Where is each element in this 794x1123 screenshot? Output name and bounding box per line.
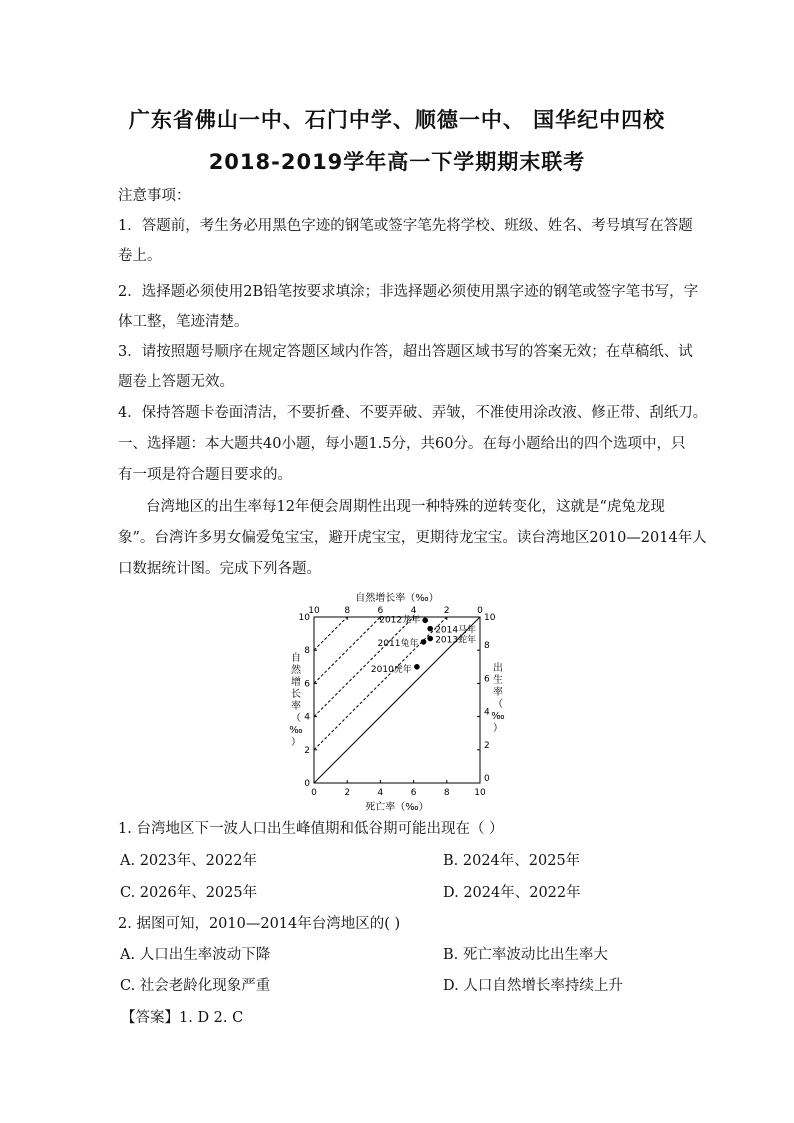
data-point [422,618,428,624]
left-axis-char: 率 [291,701,301,712]
title-line-1: 广东省佛山一中、石门中学、顺德一中、 国华纪中四校 [128,108,666,132]
question-1-option-b: B. 2024年、2025年 [443,853,581,869]
bottom-tick-label: 4 [377,788,384,798]
left-axis-char: ‰ [289,725,303,736]
bottom-tick-label: 2 [344,788,351,798]
right-tick-label: 6 [484,674,490,685]
right-axis-char: ‰ [491,711,505,722]
left-tick-label: 6 [304,679,310,690]
left-axis-char: 自 [291,653,301,664]
question-2-option-b: B. 死亡率波动比出生率大 [443,947,608,963]
top-tick-label: 10 [308,606,320,616]
question-1-option-d: D. 2024年、2022年 [443,885,581,901]
passage-text: 象”。台湾许多男女偏爱兔宝宝，避开虎宝宝，更期待龙宝宝。读台湾地区2010—2014年人 [118,530,707,546]
bottom-tick-label: 0 [311,788,317,798]
right-tick-label: 0 [484,774,490,784]
right-axis-char: 生 [493,675,503,686]
notes-heading: 注意事项： [118,188,191,204]
note-item: 体工整，笔迹清楚。 [118,314,249,330]
data-point [427,626,433,632]
right-tick-label: 2 [484,740,490,751]
section-instruction: 有一项是符合题目要求的。 [118,467,292,483]
bottom-tick-label: 6 [410,788,417,798]
bottom-tick-label: 8 [443,788,450,798]
answer-line: 【答案】1. D 2. C [121,1010,244,1026]
right-tick-label: 10 [484,613,496,623]
top-tick-label: 6 [377,606,384,616]
left-axis-char: 长 [291,689,301,700]
left-tick-label: 2 [304,745,310,756]
growth-line [314,617,447,750]
left-tick-label: 4 [304,712,310,723]
left-tick-label: 8 [304,646,310,657]
section-instruction: 一、选择题：本大题共40小题，每小题1.5分，共60分。在每小题给出的四个选项中，只 [118,436,686,452]
question-1-stem: 1. 台湾地区下一波人口出生峰值期和低谷期可能出现在（ ） [118,821,504,837]
top-tick-label: 0 [477,606,483,616]
top-tick-label: 2 [443,606,450,616]
note-item: 题卷上答题无效。 [118,374,234,390]
top-tick-label: 4 [410,606,417,616]
top-tick-label: 8 [344,606,351,616]
left-axis-label [289,651,302,748]
note-item: 1．答题前，考生务必用黑色字迹的钢笔或签字笔先将学校、班级、姓名、考号填写在答题 [118,218,693,234]
question-2-option-c: C. 社会老龄化现象严重 [120,978,271,994]
data-point [414,664,420,670]
left-axis-char: 然 [291,665,301,676]
question-1-option-a: A. 2023年、2022年 [120,853,257,869]
right-axis-char: （ [493,699,503,710]
data-points [371,613,476,674]
note-item: 3．请按照题号顺序在规定答题区域内作答，超出答题区域书写的答案无效；在草稿纸、试 [118,344,693,360]
top-axis-label: 自然增长率（‰） [355,593,439,604]
note-item: 卷上。 [118,248,162,264]
note-item: 4．保持答题卡卷面清洁，不要折叠、不要弄破、弄皱，不准使用涂改液、修正带、刮纸刀。 [118,405,708,421]
note-item: 2．选择题必须使用2B铅笔按要求填涂；非选择题必须使用黑字迹的钢笔或签字笔书写，字 [118,284,699,300]
right-axis-label [491,661,504,734]
left-axis-char: ） [291,737,301,748]
data-point-label: 2014马年 [435,625,477,636]
passage-text: 台湾地区的出生率每12年便会周期性出现一种特殊的逆转变化，这就是“虎兔龙现 [146,499,665,515]
data-point-label: 2011兔年 [377,638,419,649]
left-axis-char: 增 [291,677,301,688]
bottom-axis-label: 死亡率（‰） [365,802,429,813]
data-point-label: 2010虎年 [370,664,412,675]
data-point [427,636,433,642]
question-2-option-d: D. 人口自然增长率持续上升 [443,978,623,994]
question-1-option-c: C. 2026年、2025年 [120,885,258,901]
left-tick-label: 10 [298,613,310,623]
right-axis-char: 出 [493,663,503,674]
right-axis-char: 率 [493,687,503,698]
left-tick-label: 0 [304,779,310,789]
population-chart [270,583,520,813]
passage-text: 口数据统计图。完成下列各题。 [118,561,321,577]
question-2-option-a: A. 人口出生率波动下降 [120,947,271,963]
data-point [421,639,427,645]
growth-line [314,617,347,650]
bottom-tick-label: 10 [474,788,486,798]
question-2-stem: 2. 据图可知，2010—2014年台湾地区的( ) [118,916,401,932]
right-tick-label: 8 [484,641,490,652]
data-point-label: 2012龙年 [379,615,421,626]
data-point-label: 2013蛇年 [435,635,477,646]
left-axis-char: （ [291,713,301,724]
right-axis-char: ） [493,723,503,734]
title-line-2: 2018-2019学年高一下学期期末联考 [208,150,586,174]
right-tick-label: 4 [484,707,490,718]
